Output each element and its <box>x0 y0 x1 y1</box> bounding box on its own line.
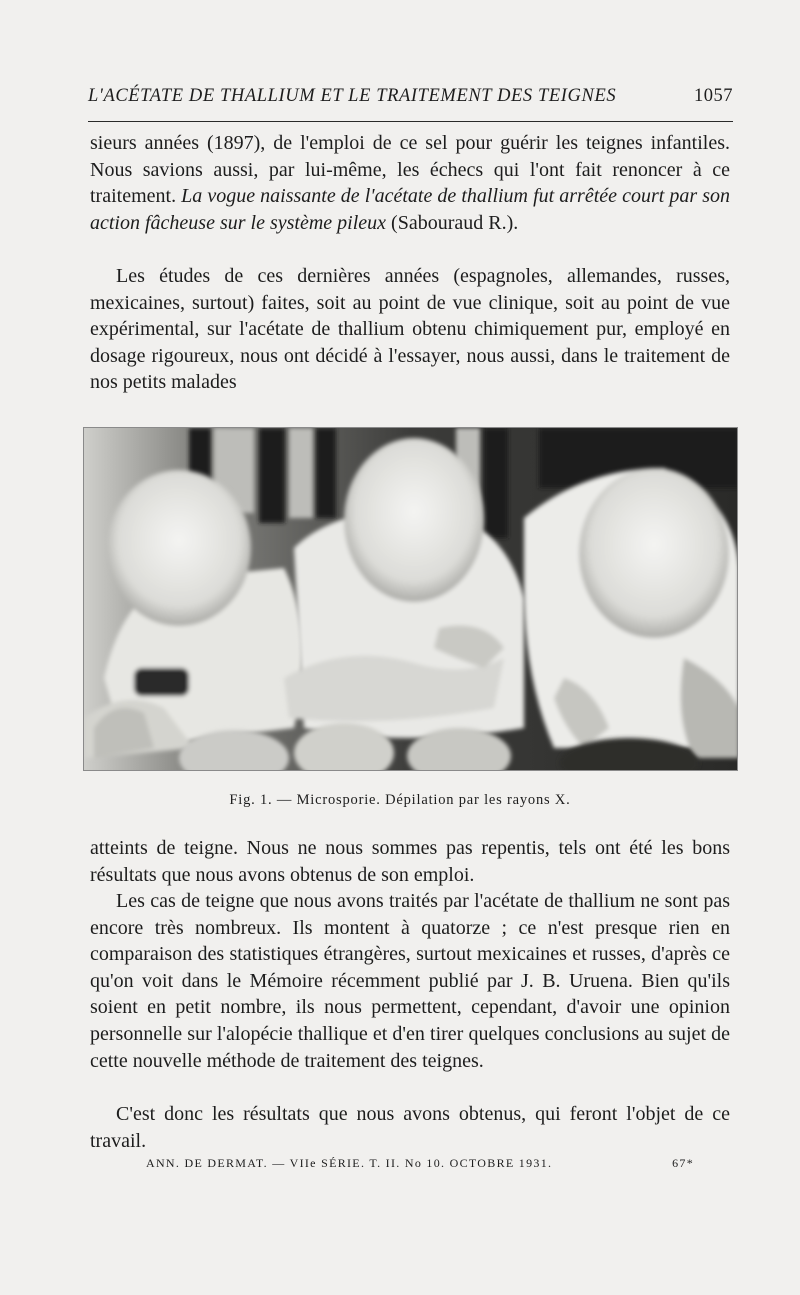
header-rule <box>88 121 733 122</box>
paragraph-2: Les études de ces dernières années (espagnoles, allemandes, russes, mexicaines, surtout) faites, soit au point de vue clinique, soit au point de vue expérimental, sur l'acétate de thallium obtenu chimiquement pur, employé en dosage rigoureux, nous ont décidé à l'essayer, nous aussi, dans le traitement de nos petits malades <box>90 265 730 394</box>
paragraph-1-end: (Sabouraud R.). <box>386 211 519 234</box>
running-header <box>88 86 733 107</box>
paragraph-3: atteints de teigne. Nous ne nous sommes pas repentis, tels ont été les bons résultats que nous avons obtenus de son emploi. <box>90 837 730 886</box>
photograph-three-children <box>84 428 738 771</box>
paragraph-1-quote: La vogue naissante de l'acétate de thallium fut arrêtée court par son action fâcheuse sur le système pileux <box>90 185 731 234</box>
journal-citation: ANN. DE DERMAT. — VIIe SÉRIE. T. II. No 10. OCTOBRE 1931. <box>146 1156 553 1170</box>
paragraph-4: Les cas de teigne que nous avons traités par l'acétate de thallium ne sont pas encore très nombreux. Ils montent à quatorze ; ce n'est presque rien en comparaison des statistiques étrangères, surtout mexicaines et russes, d'après ce qu'on voit dans le Mémoire récemment publié par J. B. Uruena. Bien qu'ils soient en petit nombre, ils nous permettent, cependant, d'avoir une opinion personnelle sur l'alopécie thallique et d'en tirer quelques conclusions au sujet de cette nouvelle méthode de traitement des teignes. <box>90 890 730 1072</box>
figure-caption: Fig. 1. — Microsporie. Dépilation par les rayons X. <box>229 792 571 808</box>
page-number: 1057 <box>694 86 733 106</box>
page-footer <box>146 1156 694 1171</box>
figure-photograph <box>83 427 738 771</box>
signature-mark: 67* <box>672 1156 694 1170</box>
running-title: L'ACÉTATE DE THALLIUM ET LE TRAITEMENT DES TEIGNES <box>88 86 617 106</box>
paragraph-1-text: sieurs années (1897), de l'emploi de ce sel pour guérir les teignes infantiles. Nous savions aussi, par lui-même, les échecs qui l'ont fait renoncer à ce traitement. <box>90 132 730 208</box>
paragraph-5: C'est donc les résultats que nous avons obtenus, qui feront l'objet de ce travail. <box>90 1103 730 1152</box>
paragraph-1 <box>90 130 730 236</box>
